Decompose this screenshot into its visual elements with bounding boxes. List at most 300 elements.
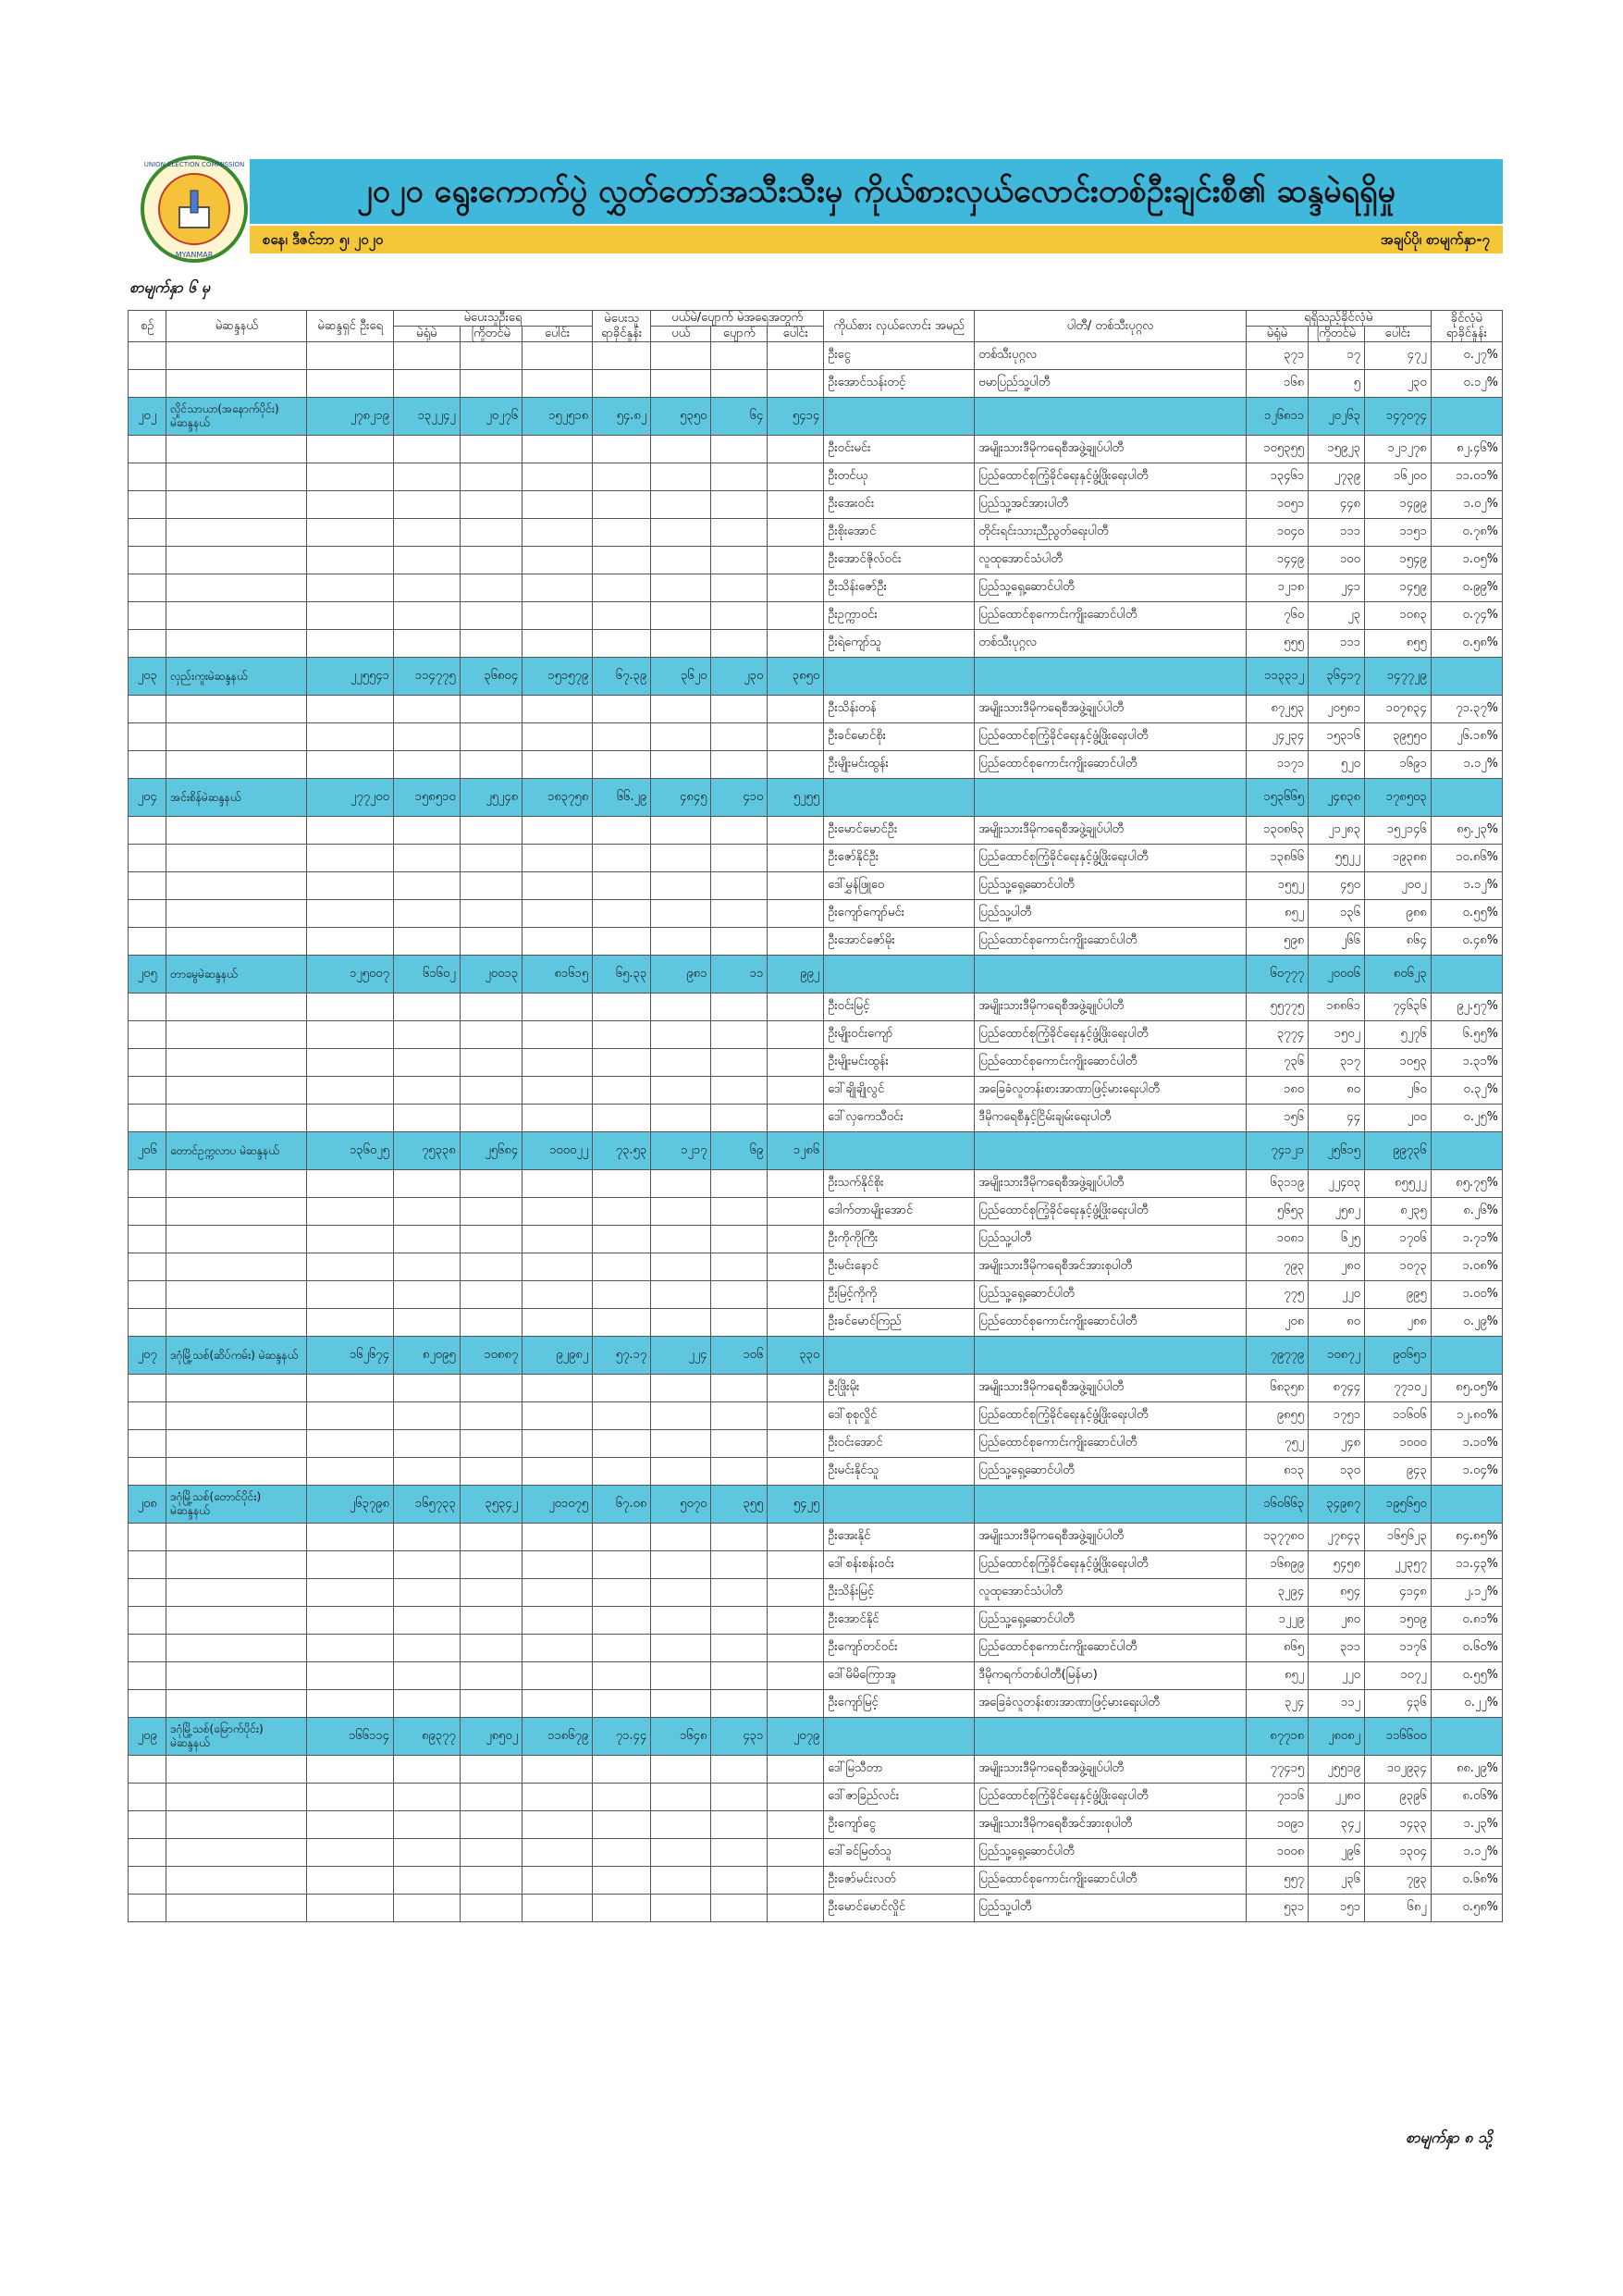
candidate-votes-onsite: ၆၈၃၅၈	[1246, 1375, 1308, 1402]
empty-cell	[166, 928, 307, 956]
empty-cell	[393, 1551, 460, 1579]
candidate-votes-onsite: ၅၅၇၇၅	[1246, 994, 1308, 1021]
empty-cell	[651, 723, 711, 751]
empty-cell	[307, 696, 393, 723]
empty-cell	[129, 602, 166, 630]
empty-cell	[460, 1690, 522, 1718]
candidate-vote-percent: ၁၀.၈၆%	[1431, 845, 1502, 872]
empty-cell	[129, 1309, 166, 1337]
empty-cell	[711, 723, 768, 751]
constituency-voters: ၁၆၂၆၇၄	[307, 1337, 393, 1375]
empty-cell	[393, 1784, 460, 1811]
candidate-vote-percent: ၀.၈၁%	[1431, 1607, 1502, 1635]
empty-cell	[768, 1551, 824, 1579]
empty-cell	[711, 1198, 768, 1226]
empty-cell	[460, 751, 522, 779]
empty-cell	[523, 1402, 593, 1430]
empty-cell	[166, 1105, 307, 1132]
empty-cell	[768, 1077, 824, 1105]
col-invalid-total: ပေါင်း	[768, 327, 824, 342]
candidate-votes-advance: ၂၈၀	[1309, 1253, 1365, 1281]
col-voted-onsite: မဲရုံမဲ	[393, 327, 460, 342]
empty-cell	[651, 436, 711, 463]
empty-cell	[393, 994, 460, 1021]
empty-cell	[523, 817, 593, 845]
candidate-name: ဒေါ်မိမိကြောအူ	[824, 1662, 975, 1690]
empty-cell	[307, 1198, 393, 1226]
candidate-votes-advance: ၁၁၁	[1309, 630, 1365, 658]
candidate-row	[129, 1077, 1503, 1105]
constituency-name: ဒဂုံမြို့သစ်(တောင်ပိုင်း) မဲဆန္ဒနယ်	[166, 1486, 307, 1524]
candidate-party: အမျိုးသားဒီမိုကရေစီအဖွဲ့ချုပ်ပါတီ	[975, 817, 1246, 845]
empty-cell	[166, 1375, 307, 1402]
candidate-party: ပြည်သူ့ရှေ့ဆောင်ပါတီ	[975, 1281, 1246, 1309]
empty-cell	[711, 1253, 768, 1281]
percent-cell-empty	[1431, 1337, 1502, 1375]
empty-cell	[523, 900, 593, 928]
empty-cell	[593, 1430, 651, 1458]
candidate-party: ပြည်ထောင်စုကောင်းကျိုးဆောင်ပါတီ	[975, 928, 1246, 956]
candidate-votes-onsite: ၂၀၈	[1246, 1309, 1308, 1337]
candidate-row	[129, 1375, 1503, 1402]
candidate-votes-advance: ၁၇	[1309, 342, 1365, 370]
constituency-rej: ၂၂၄	[651, 1337, 711, 1375]
party-cell-empty	[975, 398, 1246, 436]
empty-cell	[593, 845, 651, 872]
candidate-party: ပြည်ထောင်စုကောင်းကျိုးဆောင်ပါတီ	[975, 1309, 1246, 1337]
svg-text:UNION ELECTION COMMISSION: UNION ELECTION COMMISSION	[143, 161, 245, 168]
col-candidate: ကိုယ်စား လှယ်လောင်း အမည်	[824, 311, 975, 342]
empty-cell	[711, 491, 768, 519]
empty-cell	[768, 1402, 824, 1430]
candidate-votes-advance: ၂၃၆	[1309, 1867, 1365, 1895]
empty-cell	[166, 370, 307, 398]
empty-cell	[523, 1226, 593, 1253]
candidate-name: ဦးမြင့်ကိုကို	[824, 1281, 975, 1309]
candidate-vote-percent: ၀.၃၂%	[1431, 1077, 1502, 1105]
candidate-name: ဦးမျိုးမင်းထွန်း	[824, 1049, 975, 1077]
empty-cell	[523, 1281, 593, 1309]
constituency-rec-on: ၁၆၀၆၆၃	[1246, 1486, 1308, 1524]
candidate-name: ဦးအေးဝင်း	[824, 491, 975, 519]
empty-cell	[393, 1607, 460, 1635]
empty-cell	[523, 519, 593, 547]
candidate-cell-empty	[824, 956, 975, 994]
empty-cell	[523, 1756, 593, 1784]
empty-cell	[711, 900, 768, 928]
candidate-votes-advance: ၈၀	[1309, 1309, 1365, 1337]
empty-cell	[593, 872, 651, 900]
empty-cell	[711, 519, 768, 547]
candidate-votes-advance: ၂၇၃၉	[1309, 463, 1365, 491]
empty-cell	[593, 519, 651, 547]
candidate-party: အမျိုးသားဒီမိုကရေစီအဖွဲ့ချုပ်ပါတီ	[975, 696, 1246, 723]
empty-cell	[593, 1662, 651, 1690]
candidate-vote-percent: ၈.၂၆%	[1431, 1198, 1502, 1226]
candidate-votes-total: ၈၅၅	[1364, 630, 1431, 658]
empty-cell	[460, 845, 522, 872]
empty-cell	[393, 1690, 460, 1718]
candidate-votes-onsite: ၅၆၅၃	[1246, 1198, 1308, 1226]
empty-cell	[651, 1021, 711, 1049]
candidate-votes-advance: ၂၆၆	[1309, 928, 1365, 956]
empty-cell	[768, 696, 824, 723]
col-voters: မဲဆန္ဒရှင် ဦးရေ	[307, 311, 393, 342]
candidate-name: ဦးသက်နိုင်စိုး	[824, 1170, 975, 1198]
empty-cell	[129, 1430, 166, 1458]
empty-cell	[166, 574, 307, 602]
candidate-vote-percent: ၀.၄၈%	[1431, 928, 1502, 956]
constituency-rec-on: ၁၅၃၆၆၅	[1246, 779, 1308, 817]
candidate-vote-percent: ၇၁.၃၇%	[1431, 696, 1502, 723]
empty-cell	[523, 1049, 593, 1077]
empty-cell	[393, 547, 460, 574]
candidate-votes-advance: ၂၂၀	[1309, 1662, 1365, 1690]
empty-cell	[523, 1551, 593, 1579]
empty-cell	[593, 1867, 651, 1895]
candidate-row	[129, 1811, 1503, 1839]
constituency-invalid-total: ၅၂၅၅	[768, 779, 824, 817]
constituency-rec-adv: ၂၀၀၀၆	[1309, 956, 1365, 994]
candidate-votes-advance: ၂၃	[1309, 602, 1365, 630]
candidate-party: အခြေခံလူတန်းစားအာဏာဖြင့်မားရေးပါတီ	[975, 1690, 1246, 1718]
candidate-votes-total: ၆၈၂	[1364, 1895, 1431, 1922]
candidate-name: ဒေါ်စုစုလှိုင်	[824, 1402, 975, 1430]
empty-cell	[307, 1662, 393, 1690]
constituency-voted-total: ၂၀၁၀၇၅	[523, 1486, 593, 1524]
empty-cell	[129, 1635, 166, 1662]
empty-cell	[166, 1198, 307, 1226]
empty-cell	[651, 1784, 711, 1811]
candidate-vote-percent: ၀.၅၅%	[1431, 900, 1502, 928]
constituency-name: ဒဂုံမြို့သစ်(မြောက်ပိုင်း) မဲဆန္ဒနယ်	[166, 1718, 307, 1756]
empty-cell	[460, 1784, 522, 1811]
candidate-party: ပြည်သူ့ပါတီ	[975, 900, 1246, 928]
candidate-name: ဦးမင်းနိုင်သူ	[824, 1458, 975, 1486]
empty-cell	[523, 1430, 593, 1458]
candidate-votes-onsite: ၇၁၁၆	[1246, 1784, 1308, 1811]
empty-cell	[711, 1662, 768, 1690]
candidate-votes-onsite: ၂၄၂၃၄	[1246, 723, 1308, 751]
empty-cell	[768, 1784, 824, 1811]
empty-cell	[307, 1756, 393, 1784]
empty-cell	[651, 1524, 711, 1551]
candidate-vote-percent: ၀.၂၂%	[1431, 1690, 1502, 1718]
party-cell-empty	[975, 1337, 1246, 1375]
constituency-rec-total: ၈၀၆၂၃	[1364, 956, 1431, 994]
candidate-row	[129, 1551, 1503, 1579]
svg-text:MYANMAR: MYANMAR	[175, 251, 214, 259]
empty-cell	[593, 1607, 651, 1635]
empty-cell	[166, 1635, 307, 1662]
empty-cell	[711, 1049, 768, 1077]
empty-cell	[129, 519, 166, 547]
constituency-rec-adv: ၂၄၈၃၈	[1309, 779, 1365, 817]
empty-cell	[523, 1170, 593, 1198]
empty-cell	[523, 1662, 593, 1690]
empty-cell	[523, 370, 593, 398]
empty-cell	[651, 751, 711, 779]
constituency-rej: ၅၀၇၀	[651, 1486, 711, 1524]
candidate-row	[129, 928, 1503, 956]
empty-cell	[651, 696, 711, 723]
constituency-voters: ၁၆၆၁၁၄	[307, 1718, 393, 1756]
empty-cell	[768, 723, 824, 751]
candidate-votes-advance: ၅	[1309, 370, 1365, 398]
candidate-name: ဒေါ်လှကေသီဝင်း	[824, 1105, 975, 1132]
empty-cell	[593, 994, 651, 1021]
candidate-votes-advance: ၁၅၃၁၆	[1309, 723, 1365, 751]
candidate-votes-total: ၉၃၉၆	[1364, 1784, 1431, 1811]
empty-cell	[166, 723, 307, 751]
empty-cell	[460, 872, 522, 900]
candidate-votes-onsite: ၇၇၅	[1246, 1281, 1308, 1309]
candidate-party: အမျိုးသားဒီမိုကရေစီအဖွဲ့ချုပ်ပါတီ	[975, 994, 1246, 1021]
empty-cell	[593, 574, 651, 602]
constituency-invalid-total: ၁၂၈၆	[768, 1132, 824, 1170]
empty-cell	[768, 463, 824, 491]
empty-cell	[523, 1077, 593, 1105]
empty-cell	[166, 1839, 307, 1867]
empty-cell	[166, 1784, 307, 1811]
candidate-votes-onsite: ၁၀၈၁	[1246, 1226, 1308, 1253]
candidate-votes-total: ၂၆၀	[1364, 1077, 1431, 1105]
percent-cell-empty	[1431, 1718, 1502, 1756]
empty-cell	[768, 547, 824, 574]
empty-cell	[593, 1021, 651, 1049]
constituency-rec-total: ၁၇၈၅၀၃	[1364, 779, 1431, 817]
empty-cell	[307, 1607, 393, 1635]
empty-cell	[768, 1226, 824, 1253]
constituency-row	[129, 658, 1503, 696]
empty-cell	[460, 1253, 522, 1281]
empty-cell	[307, 1867, 393, 1895]
empty-cell	[129, 1198, 166, 1226]
candidate-votes-advance: ၁၅၁	[1309, 1895, 1365, 1922]
empty-cell	[393, 1049, 460, 1077]
candidate-name: ဒေါ်မြသီတာ	[824, 1756, 975, 1784]
candidate-cell-empty	[824, 1486, 975, 1524]
empty-cell	[711, 1811, 768, 1839]
empty-cell	[166, 1458, 307, 1486]
empty-cell	[129, 1607, 166, 1635]
candidate-votes-total: ၇၄၆၃၆	[1364, 994, 1431, 1021]
candidate-votes-onsite: ၃၇၇၄	[1246, 1021, 1308, 1049]
empty-cell	[393, 1839, 460, 1867]
candidate-party: တစ်သီးပုဂ္ဂလ	[975, 342, 1246, 370]
candidate-votes-total: ၂၀၀၂	[1364, 872, 1431, 900]
empty-cell	[711, 1579, 768, 1607]
empty-cell	[166, 1524, 307, 1551]
candidate-row	[129, 1281, 1503, 1309]
percent-cell-empty	[1431, 779, 1502, 817]
empty-cell	[393, 630, 460, 658]
empty-cell	[711, 1867, 768, 1895]
empty-cell	[129, 491, 166, 519]
candidate-party: ပြည်ထောင်စုကောင်းကျိုးဆောင်ပါတီ	[975, 1867, 1246, 1895]
constituency-voted-on: ၁၃၂၂၄၂	[393, 398, 460, 436]
empty-cell	[393, 696, 460, 723]
empty-cell	[166, 630, 307, 658]
empty-cell	[523, 751, 593, 779]
empty-cell	[129, 1662, 166, 1690]
empty-cell	[129, 370, 166, 398]
empty-cell	[768, 817, 824, 845]
candidate-votes-onsite: ၅၅၇	[1246, 1867, 1308, 1895]
table-header	[129, 311, 1503, 342]
empty-cell	[129, 1170, 166, 1198]
empty-cell	[768, 1375, 824, 1402]
empty-cell	[460, 1021, 522, 1049]
candidate-votes-advance: ၂၁၂၈၃	[1309, 817, 1365, 845]
empty-cell	[593, 1253, 651, 1281]
empty-cell	[768, 1756, 824, 1784]
empty-cell	[593, 491, 651, 519]
empty-cell	[523, 1524, 593, 1551]
candidate-votes-onsite: ၈၅၂	[1246, 900, 1308, 928]
empty-cell	[523, 994, 593, 1021]
empty-cell	[651, 1402, 711, 1430]
candidate-votes-total: ၄၃၆	[1364, 1690, 1431, 1718]
empty-cell	[460, 1895, 522, 1922]
constituency-voted-on: ၁၆၅၇၃၃	[393, 1486, 460, 1524]
constituency-no: ၂၀၂	[129, 398, 166, 436]
empty-cell	[593, 1402, 651, 1430]
empty-cell	[711, 1839, 768, 1867]
empty-cell	[393, 1430, 460, 1458]
empty-cell	[768, 491, 824, 519]
empty-cell	[523, 491, 593, 519]
empty-cell	[393, 370, 460, 398]
empty-cell	[166, 1607, 307, 1635]
empty-cell	[307, 1105, 393, 1132]
candidate-party: ပြည်ထောင်စုကောင်းကျိုးဆောင်ပါတီ	[975, 1430, 1246, 1458]
candidate-vote-percent: ၀.၂၇%	[1431, 342, 1502, 370]
candidate-votes-onsite: ၇၃၆	[1246, 1049, 1308, 1077]
empty-cell	[711, 1402, 768, 1430]
empty-cell	[593, 1635, 651, 1662]
candidate-name: ဦးမောင်မောင်ဦး	[824, 817, 975, 845]
empty-cell	[768, 1198, 824, 1226]
candidate-row	[129, 574, 1503, 602]
candidate-party: ဒီမိုကရေစီနှင့်ငြိမ်းချမ်းရေးပါတီ	[975, 1105, 1246, 1132]
candidate-votes-total: ၁၀၂၉၃၄	[1364, 1756, 1431, 1784]
empty-cell	[393, 845, 460, 872]
empty-cell	[307, 547, 393, 574]
candidate-vote-percent: ၁.၀၈%	[1431, 1253, 1502, 1281]
constituency-voted-on: ၈၉၃၇၇	[393, 1718, 460, 1756]
empty-cell	[523, 696, 593, 723]
candidate-vote-percent: ၀.၉၉%	[1431, 574, 1502, 602]
candidate-party: အမျိုးသားဒီမိုကရေစီအဖွဲ့ချုပ်ပါတီ	[975, 1375, 1246, 1402]
constituency-lost: ၁၁	[711, 956, 768, 994]
empty-cell	[166, 1402, 307, 1430]
constituency-rec-total: ၁၁၆၆၀၀	[1364, 1718, 1431, 1756]
candidate-row	[129, 1635, 1503, 1662]
candidate-votes-onsite: ၅၃၁	[1246, 1895, 1308, 1922]
candidate-votes-onsite: ၃၇၁	[1246, 342, 1308, 370]
empty-cell	[768, 1430, 824, 1458]
empty-cell	[711, 1756, 768, 1784]
constituency-no: ၂၀၈	[129, 1486, 166, 1524]
empty-cell	[593, 1811, 651, 1839]
candidate-name: ဦးသိန်းမြင့်	[824, 1579, 975, 1607]
percent-cell-empty	[1431, 1132, 1502, 1170]
candidate-vote-percent: ၁.၂၃%	[1431, 1811, 1502, 1839]
candidate-vote-percent: ၂.၁၂%	[1431, 1579, 1502, 1607]
candidate-cell-empty	[824, 1718, 975, 1756]
results-table	[128, 310, 1503, 1922]
candidate-row	[129, 547, 1503, 574]
constituency-lost: ၄၁၀	[711, 779, 768, 817]
candidate-votes-onsite: ၁၀၄၀	[1246, 519, 1308, 547]
candidate-vote-percent: ၁.၃၁%	[1431, 1049, 1502, 1077]
candidate-row	[129, 602, 1503, 630]
candidate-row	[129, 1049, 1503, 1077]
empty-cell	[166, 1867, 307, 1895]
empty-cell	[307, 900, 393, 928]
empty-cell	[166, 1690, 307, 1718]
empty-cell	[129, 1756, 166, 1784]
candidate-name: ဒေါ်ချိုချိုလွင်	[824, 1077, 975, 1105]
empty-cell	[711, 817, 768, 845]
candidate-votes-advance: ၅၅၂၂	[1309, 845, 1365, 872]
empty-cell	[307, 1077, 393, 1105]
empty-cell	[307, 751, 393, 779]
constituency-rec-adv: ၃၄၉၈၇	[1309, 1486, 1365, 1524]
candidate-row	[129, 1402, 1503, 1430]
candidate-row	[129, 1021, 1503, 1049]
empty-cell	[651, 1281, 711, 1309]
empty-cell	[651, 900, 711, 928]
empty-cell	[129, 463, 166, 491]
candidate-vote-percent: ၀.၇၈%	[1431, 519, 1502, 547]
candidate-name: ဦးအောင်နိုင်	[824, 1607, 975, 1635]
empty-cell	[711, 1170, 768, 1198]
empty-cell	[307, 994, 393, 1021]
empty-cell	[166, 1895, 307, 1922]
candidate-votes-onsite: ၁၄၄၉	[1246, 547, 1308, 574]
empty-cell	[768, 994, 824, 1021]
empty-cell	[651, 994, 711, 1021]
empty-cell	[307, 1430, 393, 1458]
empty-cell	[711, 1281, 768, 1309]
empty-cell	[768, 1458, 824, 1486]
empty-cell	[593, 463, 651, 491]
empty-cell	[523, 1867, 593, 1895]
empty-cell	[711, 1105, 768, 1132]
publication-date: စနေ၊ ဒီဇင်ဘာ ၅၊ ၂၀၂၀	[263, 231, 384, 248]
candidate-party: ပြည်သူ့ရှေ့ဆောင်ပါတီ	[975, 574, 1246, 602]
empty-cell	[129, 1524, 166, 1551]
candidate-vote-percent: ၁.၇၁%	[1431, 1226, 1502, 1253]
constituency-invalid-total: ၃၃၀	[768, 1337, 824, 1375]
empty-cell	[393, 900, 460, 928]
candidate-vote-percent: ၈.၀၆%	[1431, 1784, 1502, 1811]
candidate-row	[129, 1170, 1503, 1198]
candidate-vote-percent: ၈၂.၄၆%	[1431, 436, 1502, 463]
candidate-vote-percent: ၀.၂၉%	[1431, 1309, 1502, 1337]
empty-cell	[393, 1579, 460, 1607]
empty-cell	[593, 602, 651, 630]
constituency-invalid-total: ၃၈၅၀	[768, 658, 824, 696]
empty-cell	[593, 342, 651, 370]
candidate-party: တိုင်းရင်းသားညီညွတ်ရေးပါတီ	[975, 519, 1246, 547]
candidate-votes-advance: ၅၂၀	[1309, 751, 1365, 779]
empty-cell	[593, 1579, 651, 1607]
constituency-rec-adv: ၂၀၂၆၃	[1309, 398, 1365, 436]
empty-cell	[307, 1021, 393, 1049]
